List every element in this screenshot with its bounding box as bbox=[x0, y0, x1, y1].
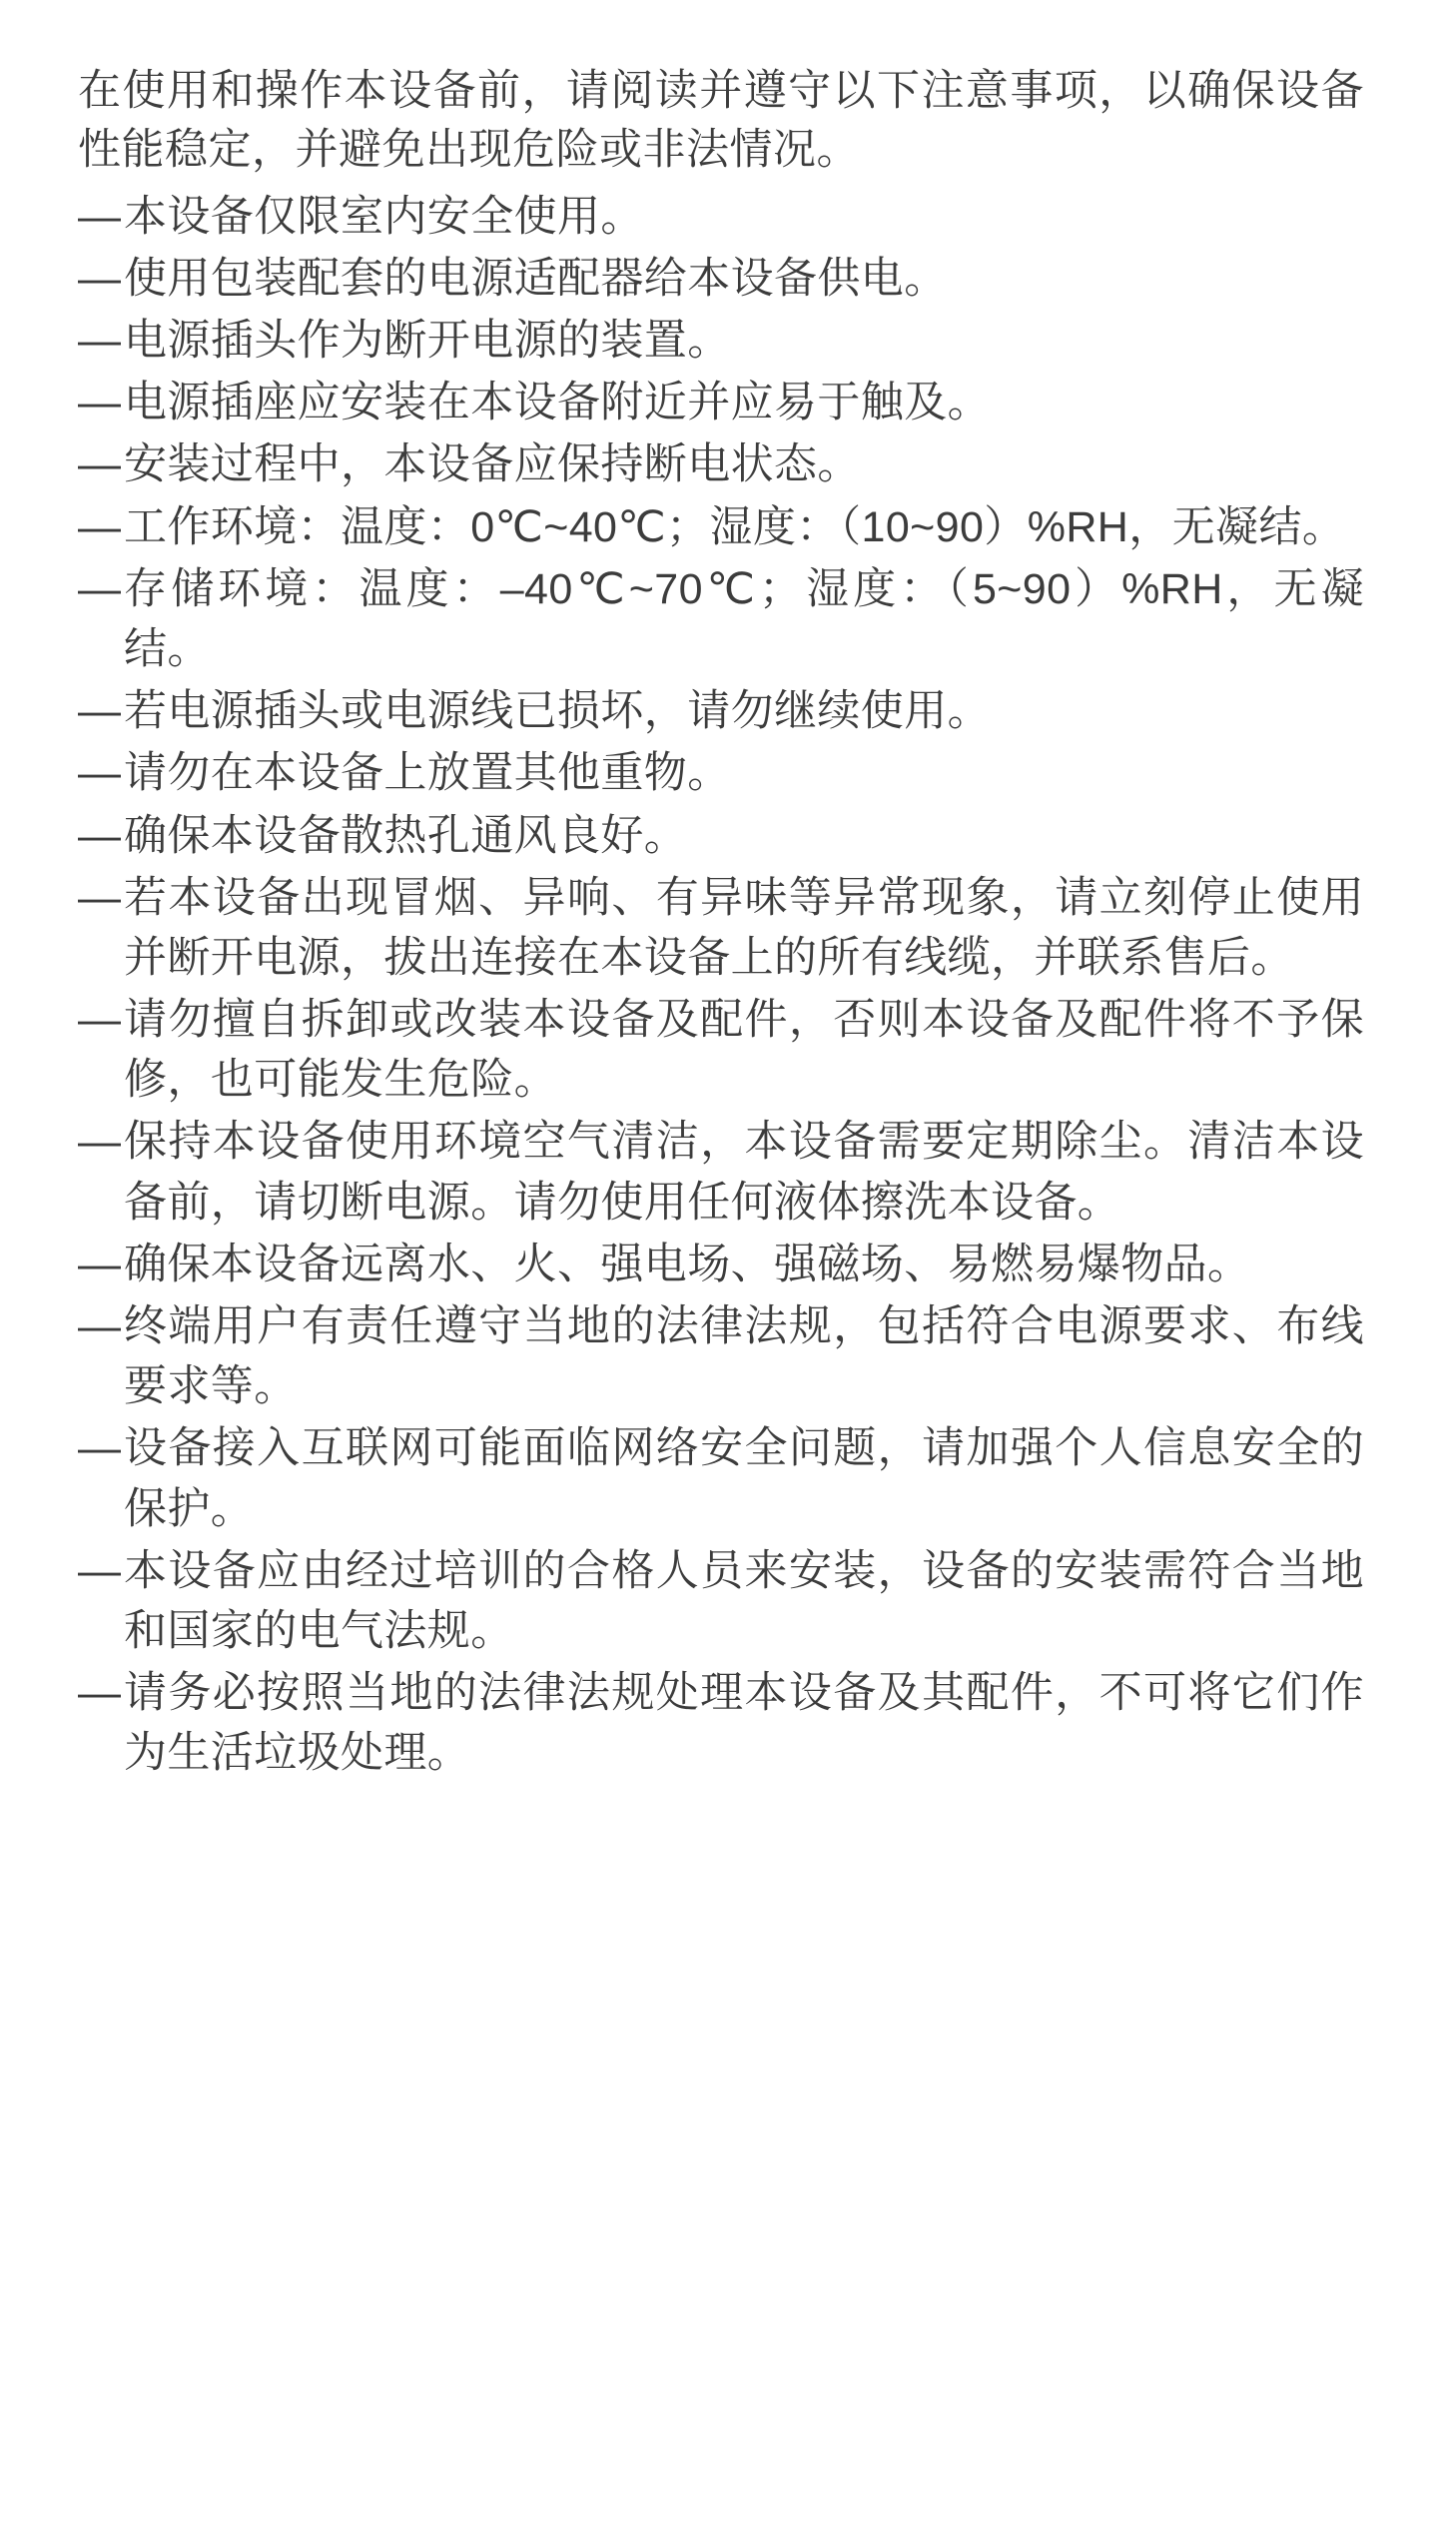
list-item bbox=[78, 1418, 1364, 1538]
dash-marker-icon: — bbox=[78, 564, 122, 613]
dash-marker-icon: — bbox=[78, 379, 122, 427]
dash-marker-icon: — bbox=[78, 502, 122, 551]
list-item-text: 终端用户有责任遵守当地的法律法规，包括符合电源要求、布线要求等。 bbox=[124, 1302, 1364, 1411]
list-item-text: 工作环境：温度：0℃~40℃；湿度：（10~90）%RH，无凝结。 bbox=[124, 502, 1346, 551]
list-item bbox=[78, 1235, 1364, 1294]
dash-marker-icon: — bbox=[78, 749, 122, 798]
dash-marker-icon: — bbox=[78, 1240, 122, 1288]
list-item-text: 请勿在本设备上放置其他重物。 bbox=[124, 749, 731, 798]
list-item-text: 存储环境：温度：–40℃~70℃；湿度：（5~90）%RH，无凝结。 bbox=[124, 564, 1364, 673]
dash-marker-icon: — bbox=[78, 1118, 122, 1167]
list-item-text: 本设备仅限室内安全使用。 bbox=[124, 192, 644, 241]
list-item-text: 保持本设备使用环境空气清洁，本设备需要定期除尘。清洁本设备前，请切断电源。请勿使用任何液体擦洗本设备。 bbox=[124, 1118, 1364, 1227]
list-item-text: 确保本设备远离水、火、强电场、强磁场、易燃易爆物品。 bbox=[124, 1240, 1251, 1288]
list-item-text: 设备接入互联网可能面临网络安全问题，请加强个人信息安全的保护。 bbox=[124, 1424, 1364, 1533]
list-item-text: 若电源插头或电源线已损坏，请勿继续使用。 bbox=[124, 687, 991, 736]
list-item bbox=[78, 990, 1364, 1110]
list-item-text: 使用包装配套的电源适配器给本设备供电。 bbox=[124, 254, 948, 303]
list-item bbox=[78, 1112, 1364, 1232]
list-item-text: 若本设备出现冒烟、异响、有异味等异常现象，请立刻停止使用并断开电源，拔出连接在本设备上的所有线缆，并联系售后。 bbox=[124, 873, 1364, 982]
list-item bbox=[78, 1541, 1364, 1661]
safety-notice-list bbox=[78, 187, 1364, 1784]
dash-marker-icon: — bbox=[78, 254, 122, 303]
list-item bbox=[78, 373, 1364, 432]
dash-marker-icon: — bbox=[78, 1546, 122, 1595]
dash-marker-icon: — bbox=[78, 811, 122, 860]
dash-marker-icon: — bbox=[78, 873, 122, 922]
list-item-text: 确保本设备散热孔通风良好。 bbox=[124, 811, 688, 860]
intro-paragraph: 在使用和操作本设备前，请阅读并遵守以下注意事项，以确保设备性能稳定，并避免出现危险或非法情况。 bbox=[78, 67, 1364, 175]
list-item bbox=[78, 743, 1364, 803]
dash-marker-icon: — bbox=[78, 192, 122, 241]
list-item bbox=[78, 249, 1364, 309]
list-item bbox=[78, 1663, 1364, 1783]
dash-marker-icon: — bbox=[78, 317, 122, 366]
dash-marker-icon: — bbox=[78, 1424, 122, 1473]
list-item-text: 安装过程中，本设备应保持断电状态。 bbox=[124, 440, 861, 489]
list-item-text: 本设备应由经过培训的合格人员来安装，设备的安装需符合当地和国家的电气法规。 bbox=[124, 1546, 1364, 1655]
list-item bbox=[78, 681, 1364, 741]
dash-marker-icon: — bbox=[78, 687, 122, 736]
list-item bbox=[78, 559, 1364, 679]
list-item bbox=[78, 1296, 1364, 1416]
dash-marker-icon: — bbox=[78, 440, 122, 489]
list-item bbox=[78, 497, 1364, 557]
dash-marker-icon: — bbox=[78, 1669, 122, 1718]
dash-marker-icon: — bbox=[78, 996, 122, 1045]
list-item-text: 请务必按照当地的法律法规处理本设备及其配件，不可将它们作为生活垃圾处理。 bbox=[124, 1669, 1364, 1778]
dash-marker-icon: — bbox=[78, 1302, 122, 1351]
list-item bbox=[78, 311, 1364, 371]
list-item bbox=[78, 434, 1364, 494]
list-item-text: 电源插座应安装在本设备附近并应易于触及。 bbox=[124, 379, 991, 427]
list-item bbox=[78, 187, 1364, 247]
list-item-text: 电源插头作为断开电源的装置。 bbox=[124, 317, 731, 366]
list-item bbox=[78, 806, 1364, 866]
list-item-text: 请勿擅自拆卸或改装本设备及配件，否则本设备及配件将不予保修，也可能发生危险。 bbox=[124, 996, 1364, 1105]
list-item bbox=[78, 868, 1364, 988]
